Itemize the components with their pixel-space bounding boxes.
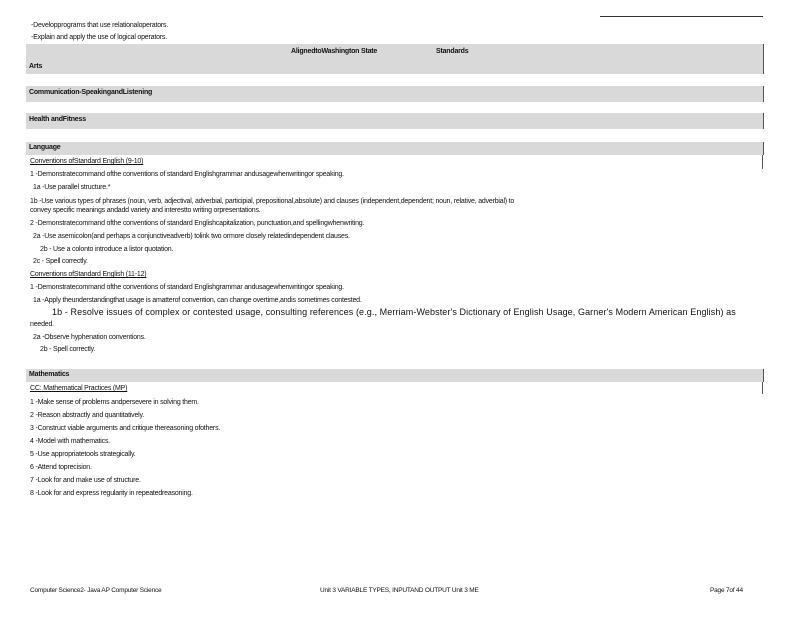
- language-item-1a-grade-11-12: 1a -Apply theunderstandingthat usage is amatterof convention, can change overtime,andis sometimes contested.: [33, 297, 362, 304]
- language-item-1-grade-11-12: 1 -Demonstratecommand ofthe conventions of standard Englishgrammar andusagewhenwritingor speaking.: [30, 284, 344, 291]
- mathematics-band: [26, 369, 764, 382]
- math-right-rule: [762, 382, 763, 394]
- footer-course: Computer Science2- Java AP Computer Science: [30, 587, 162, 594]
- language-item-2b-grade-11-12: 2b - Spell correctly.: [40, 346, 96, 353]
- section-language: Language: [29, 144, 61, 151]
- section-mathematics: Mathematics: [29, 371, 70, 378]
- conventions-heading-9-10: Conventions ofStandard English (9-10): [30, 158, 144, 165]
- section-arts: Arts: [29, 63, 43, 70]
- math-practice-item: 5 -Use appropriatetools strategically.: [30, 451, 136, 458]
- math-practice-item: 6 -Attend toprecision.: [30, 464, 92, 471]
- math-practice-item: 2 -Reason abstractly and quantitatively.: [30, 412, 145, 419]
- language-item-1b: 1b -Use various types of phrases (noun, verb, adjectival, adverbial, participial, prepositional,absolute) and clauses (independent,dependent; noun, relative, adverbial) to: [30, 198, 515, 205]
- language-right-rule: [762, 155, 763, 169]
- conventions-heading-11-12: Conventions ofStandard English (11-12): [30, 271, 147, 278]
- language-item-2b: 2b - Use a colonto introduce a listor quotation.: [40, 246, 174, 253]
- intro-line-2: -Explain and apply the use of logical operators.: [31, 34, 167, 41]
- language-item-2c: 2c - Spell correctly.: [33, 258, 88, 265]
- aligned-heading: AlignedtoWashington State: [291, 48, 378, 55]
- language-item-1: 1 -Demonstratecommand ofthe conventions of standard Englishgrammar andusagewhenwritingor speaking.: [30, 171, 344, 178]
- math-practice-item: 1 -Make sense of problems andpersevere in solving them.: [30, 399, 199, 406]
- math-practice-item: 7 -Look for and make use of structure.: [30, 477, 141, 484]
- top-rule: [600, 16, 763, 17]
- language-item-1b-grade-11-12-cont: needed.: [30, 321, 54, 328]
- math-practice-item: 4 -Model with mathematics.: [30, 438, 110, 445]
- language-item-2: 2 -Demonstratecommand ofthe conventions of standard Englishcapitalization, punctuation,and spellingwhenwriting.: [30, 220, 365, 227]
- language-item-1b-grade-11-12: 1b - Resolve issues of complex or contested usage, consulting references (e.g., Merriam-Webster's Dictionary of English Usage, Garner's Modern American English) as: [52, 307, 736, 317]
- section-health: Health andFitness: [29, 116, 86, 123]
- language-band: [26, 142, 764, 155]
- intro-line-1: -Developprograms that use relationaloperators.: [31, 22, 169, 29]
- language-item-1a: 1a -Use parallel structure.*: [33, 184, 111, 191]
- communication-band: [26, 86, 764, 102]
- math-practice-item: 3 -Construct viable arguments and critique thereasoning ofothers.: [30, 425, 221, 432]
- language-item-2a-grade-11-12: 2a -Observe hyphenation conventions.: [33, 334, 146, 341]
- standards-heading: Standards: [436, 48, 469, 55]
- footer-page-number: Page 7of 44: [710, 587, 743, 594]
- language-item-1b-cont: convey specific meanings andadd variety and interestto writing orpresentations.: [30, 207, 261, 214]
- math-practices-heading: CC: Mathematical Practices (MP): [30, 385, 128, 392]
- footer-unit: Unit 3 VARIABLE TYPES, INPUTAND OUTPUT Unit 3 ME: [320, 587, 479, 594]
- health-band: [26, 113, 764, 129]
- language-item-2a: 2a -Use asemicolon(and perhaps a conjunctiveadverb) tolink two ormore closely relatedindependent clauses.: [33, 233, 350, 240]
- math-practice-item: 8 -Look for and express regularity in repeatedreasoning.: [30, 490, 193, 497]
- section-communication: Communication-SpeakingandListening: [29, 89, 153, 96]
- standards-header-band: [26, 44, 764, 74]
